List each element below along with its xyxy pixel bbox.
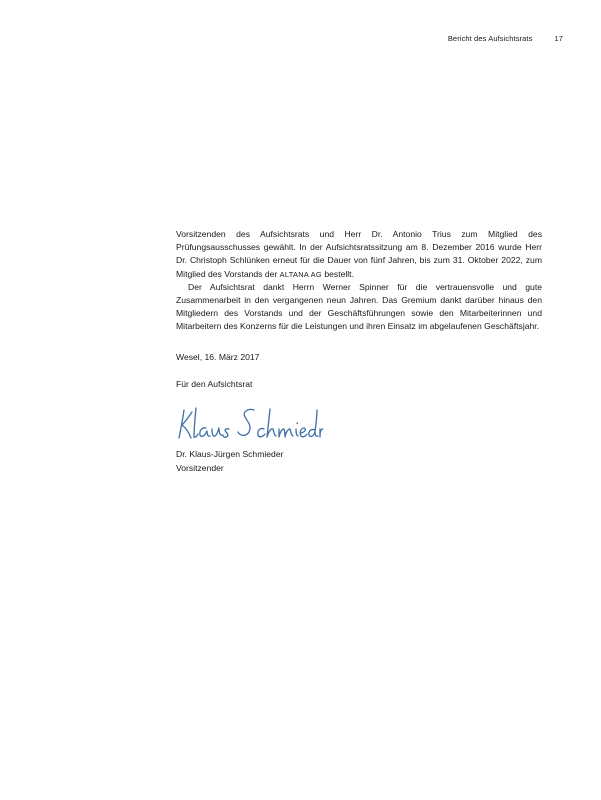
signatory-role: Vorsitzender: [176, 463, 224, 473]
handwritten-signature: [176, 404, 324, 446]
signatory-name: Dr. Klaus-Jürgen Schmieder: [176, 449, 284, 459]
company-name: ALTANA AG: [279, 269, 322, 279]
paragraph-thanks: Der Aufsichtsrat dankt Herrn Werner Spinner für die vertrauensvolle und gute Zusammenarbeit in den vergangenen neun Jahren. Das Gremium dankt darüber hinaus den Mitgliedern des Vorstands und der Geschäftsführungen sowie den Mitarbeiterinnen und Mitarbeitern des Konzerns für die Leistungen und ihren Einsatz im abgelaufenen Geschäftsjahr.: [176, 281, 542, 332]
paragraph-text-end: bestellt.: [321, 268, 354, 279]
report-body: [176, 228, 542, 334]
paragraph-text: Vorsitzenden des Aufsichtsrats und Herr Dr. Antonio Trius zum Mitglied des Prüfungsausschusses gewählt. In der Aufsichtsratssitzung am 8. Dezember 2016 wurde Herr Dr. Christoph Schlünken erneut für die Dauer von fünf Jahren, bis zum 31. Oktober 2022, zum Mitglied des Vorstands der: [176, 229, 542, 279]
paragraph-board-appointments: [176, 228, 542, 281]
page-number: 17: [554, 34, 563, 43]
on-behalf-line: Für den Aufsichtsrat: [176, 379, 253, 389]
page-header: [448, 34, 563, 43]
place-and-date: Wesel, 16. März 2017: [176, 352, 260, 362]
section-title: Bericht des Aufsichtsrats: [447, 34, 533, 43]
